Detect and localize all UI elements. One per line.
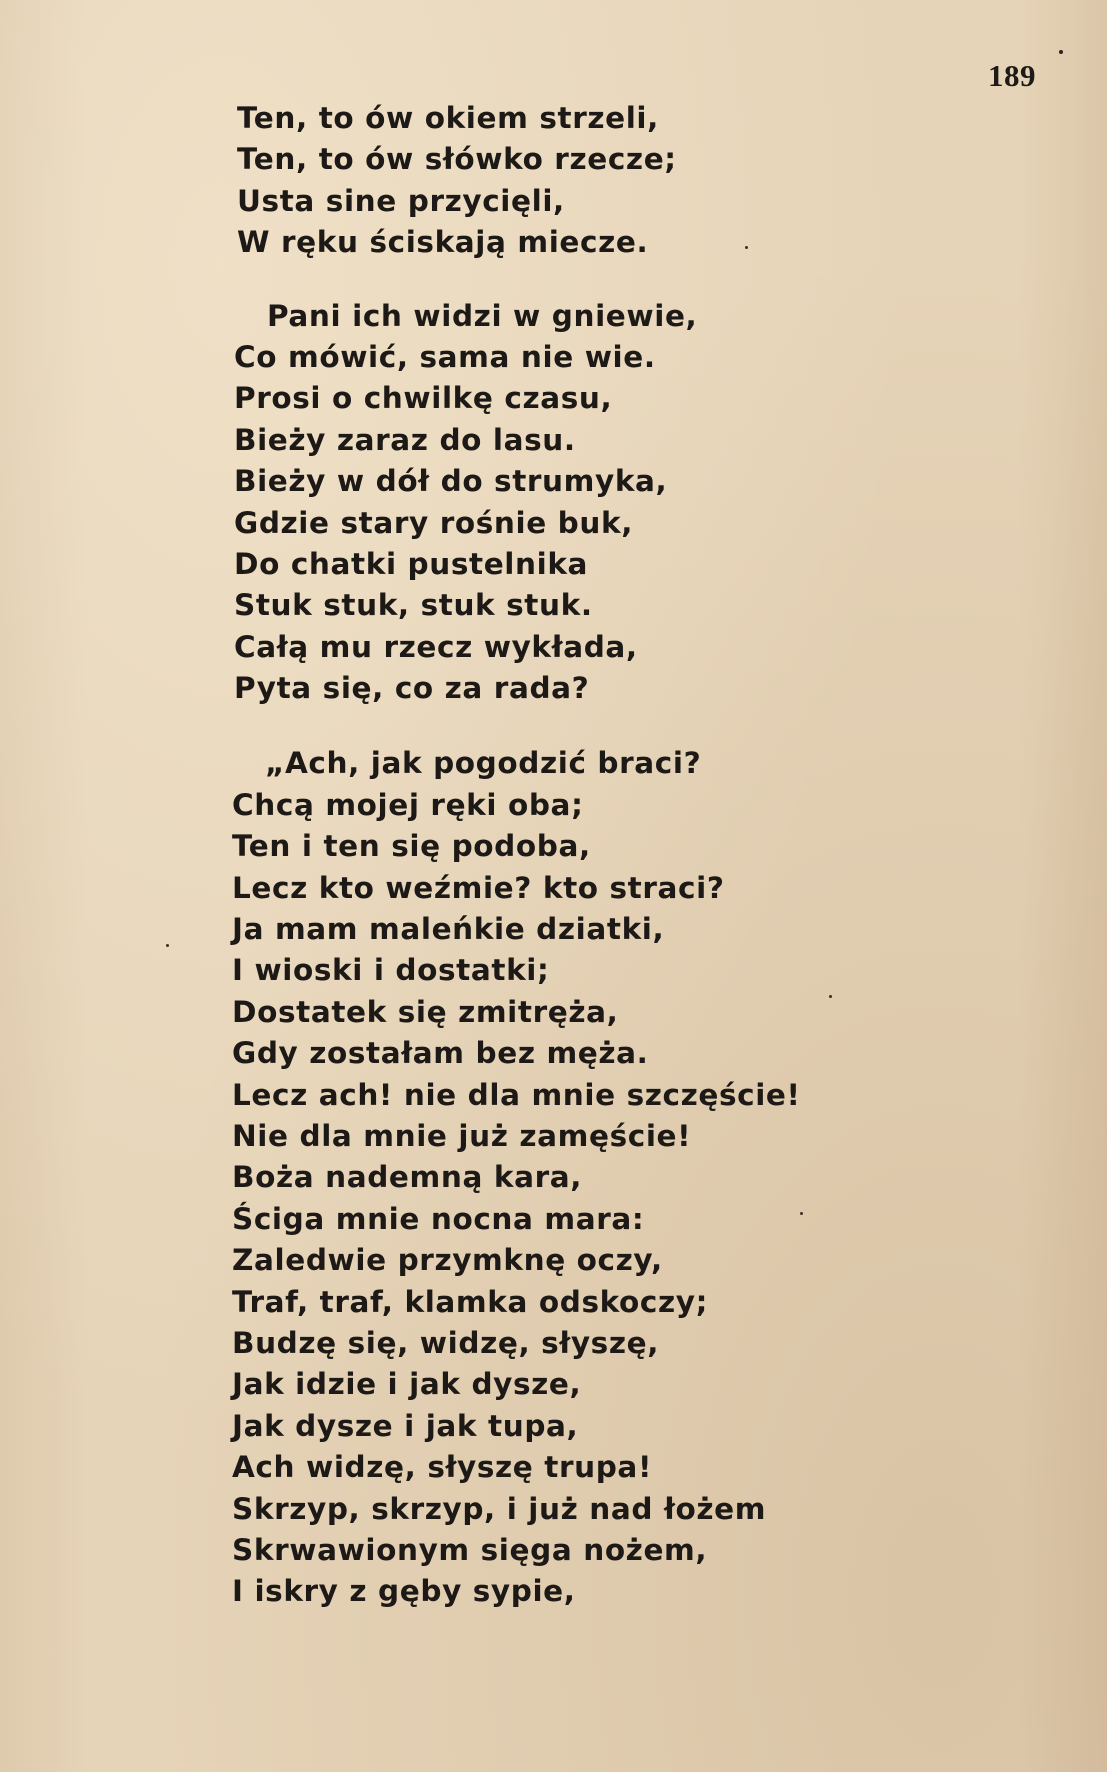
page-number: 189: [988, 58, 1036, 93]
page-speck: [1059, 50, 1063, 54]
verse-line: I wioski i dostatki;: [232, 953, 550, 988]
verse-line: W ręku ściskają miecze.: [237, 225, 649, 260]
verse-line: Ja mam maleńkie dziatki,: [232, 912, 665, 947]
verse-line: Jak idzie i jak dysze,: [232, 1367, 582, 1402]
verse-line: Nie dla mnie już zamęście!: [232, 1118, 692, 1153]
verse-line: Pyta się, co za rada?: [234, 671, 590, 706]
verse-line: Ten i ten się podoba,: [232, 829, 591, 864]
stanza-3: [0, 743, 1107, 1612]
verse-line: Ten, to ów okiem strzeli,: [237, 101, 659, 135]
verse-line: Lecz ach! nie dla mnie szczęście!: [232, 1077, 801, 1112]
poem-text: [0, 98, 1107, 1613]
stanza-2: [0, 296, 1107, 710]
verse-line: Bieży w dół do strumyka,: [234, 464, 668, 499]
verse-line: Stuk stuk, stuk stuk.: [234, 588, 593, 623]
verse-line: „Ach, jak pogodzić braci?: [265, 746, 702, 781]
verse-line: Zaledwie przymknę oczy,: [232, 1243, 663, 1278]
verse-line: Skrwawionym sięga nożem,: [232, 1532, 708, 1567]
verse-line: Gdzie stary rośnie buk,: [234, 505, 634, 540]
verse-line: Usta sine przycięli,: [237, 183, 565, 218]
verse-line: Pani ich widzi w gniewie,: [267, 298, 698, 333]
verse-line: Gdy zostałam bez męża.: [232, 1036, 649, 1071]
verse-line: Prosi o chwilkę czasu,: [234, 381, 613, 416]
verse-line: Do chatki pustelnika: [234, 546, 589, 581]
verse-line: Całą mu rzecz wykłada,: [234, 629, 638, 664]
verse-line: Dostatek się zmitręża,: [232, 994, 619, 1029]
verse-line: Boża nademną kara,: [232, 1160, 583, 1195]
verse-line: Ach widzę, słyszę trupa!: [232, 1450, 652, 1485]
verse-line: Ten, to ów słówko rzecze;: [237, 142, 677, 177]
verse-line: I iskry z gęby sypie,: [232, 1574, 576, 1609]
verse-line: Jak dysze i jak tupa,: [232, 1408, 579, 1443]
stanza-1: [0, 98, 1107, 264]
verse-line: Lecz kto weźmie? kto straci?: [232, 870, 725, 905]
verse-line: Budzę się, widzę, słyszę,: [232, 1325, 660, 1360]
verse-line: Bieży zaraz do lasu.: [234, 422, 576, 457]
verse-line: Traf, traf, klamka odskoczy;: [232, 1284, 708, 1319]
verse-line: Skrzyp, skrzyp, i już nad łożem: [232, 1491, 767, 1526]
verse-line: Co mówić, sama nie wie.: [234, 339, 656, 374]
verse-line: Ściga mnie nocna mara:: [232, 1201, 645, 1236]
verse-line: Chcą mojej ręki oba;: [232, 787, 584, 822]
